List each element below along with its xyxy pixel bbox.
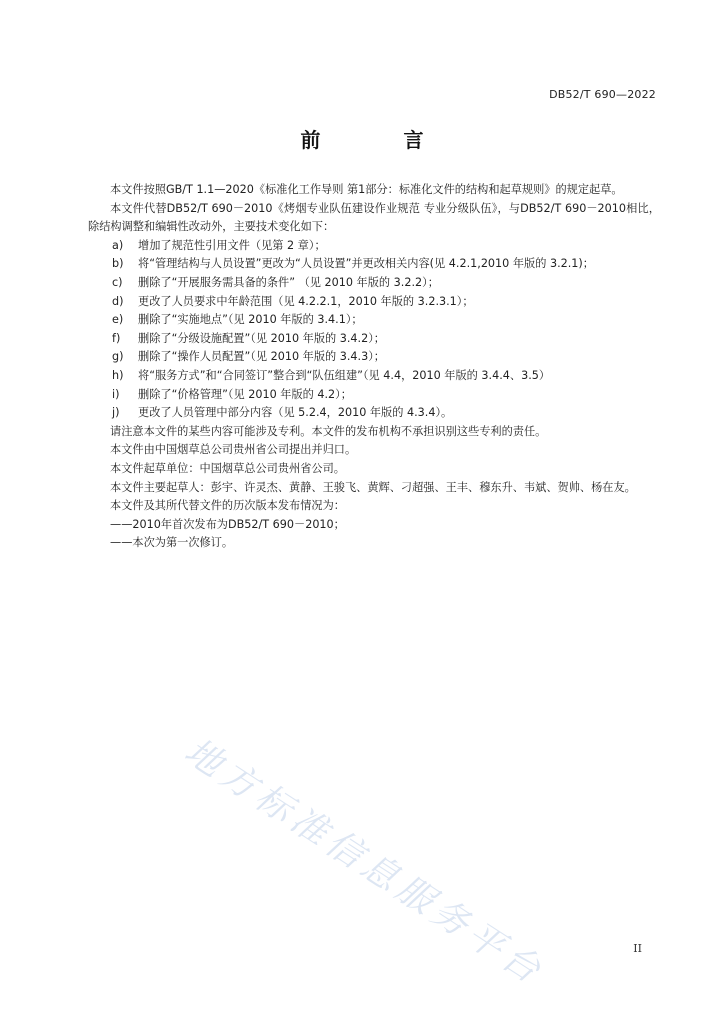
list-marker: g) — [112, 350, 124, 364]
document-code: DB52/T 690—2022 — [549, 88, 656, 101]
list-item — [88, 274, 660, 293]
list-item — [88, 367, 660, 386]
body-text — [88, 181, 660, 553]
list-text: 删除了“开展服务需具备的条件” （见 2010 年版的 3.2.2）； — [138, 275, 439, 289]
list-text: 删除了“价格管理”（见 2010 年版的 4.2）； — [138, 387, 352, 401]
list-marker: e) — [112, 313, 124, 327]
page-title: 前 言 — [300, 128, 462, 152]
list-item — [88, 311, 660, 330]
list-marker: d) — [112, 294, 124, 308]
paragraph-drafters: 本文件主要起草人：彭宇、许灵杰、黄静、王骏飞、黄辉、刁超强、王丰、穆东升、韦斌、贺帅、杨在友。 — [110, 480, 636, 494]
history-item: ——本次为第一次修订。 — [110, 536, 234, 550]
watermark: 地方标准信息服务平台 — [177, 730, 552, 994]
list-marker: c) — [112, 275, 123, 289]
list-text: 删除了“实施地点”（见 2010 年版的 3.4.1）； — [138, 313, 363, 327]
paragraph-drafting-unit: 本文件起草单位：中国烟草总公司贵州省公司。 — [110, 461, 345, 475]
list-marker: b) — [112, 257, 124, 271]
list-item — [88, 404, 660, 423]
list-marker: h) — [112, 368, 124, 382]
list-text: 将“管理结构与人员设置”更改为“人员设置”并更改相关内容(见 4.2.1,2010 年版的 3.2.1)； — [138, 257, 594, 271]
list-marker: j) — [112, 406, 120, 420]
paragraph-history-intro: 本文件及其所代替文件的历次版本发布情况为： — [110, 499, 345, 513]
list-item — [88, 330, 660, 349]
list-item — [88, 386, 660, 405]
list-marker: i) — [112, 387, 120, 401]
paragraph-proposer: 本文件由中国烟草总公司贵州省公司提出并归口。 — [110, 443, 357, 457]
list-text: 更改了人员要求中年龄范围（见 4.2.2.1，2010 年版的 3.2.3.1）； — [138, 294, 474, 308]
list-item — [88, 237, 660, 256]
paragraph-patent-notice: 请注意本文件的某些内容可能涉及专利。本文件的发布机构不承担识别这些专利的责任。 — [110, 424, 547, 438]
list-item — [88, 255, 660, 274]
list-marker: a) — [112, 238, 124, 252]
history-item: ——2010年首次发布为DB52/T 690－2010； — [110, 517, 345, 531]
changes-list — [88, 237, 660, 423]
page-number: II — [633, 942, 642, 955]
paragraph-drafting-basis: 本文件按照GB/T 1.1—2020《标准化工作导则 第1部分：标准化文件的结构和起草规则》的规定起草。 — [110, 183, 623, 196]
list-text: 删除了“操作人员配置”（见 2010 年版的 3.4.3）； — [138, 350, 385, 364]
list-text: 删除了“分级设施配置”（见 2010 年版的 3.4.2）； — [138, 331, 385, 345]
list-text: 将“服务方式”和“合同签订”整合到“队伍组建”（见 4.4，2010 年版的 3.4.4、3.5） — [138, 368, 551, 382]
list-text: 增加了规范性引用文件（见第 2 章）； — [138, 238, 326, 252]
list-marker: f) — [112, 331, 121, 345]
list-item — [88, 348, 660, 367]
list-item — [88, 293, 660, 312]
paragraph-replacement: 本文件代替DB52/T 690－2010《烤烟专业队伍建设作业规范 专业分级队伍》，与DB52/T 690－2010相比，除结构调整和编辑性改动外，主要技术变化如下： — [88, 201, 660, 234]
list-text: 更改了人员管理中部分内容（见 5.2.4，2010 年版的 4.3.4）。 — [138, 406, 453, 420]
